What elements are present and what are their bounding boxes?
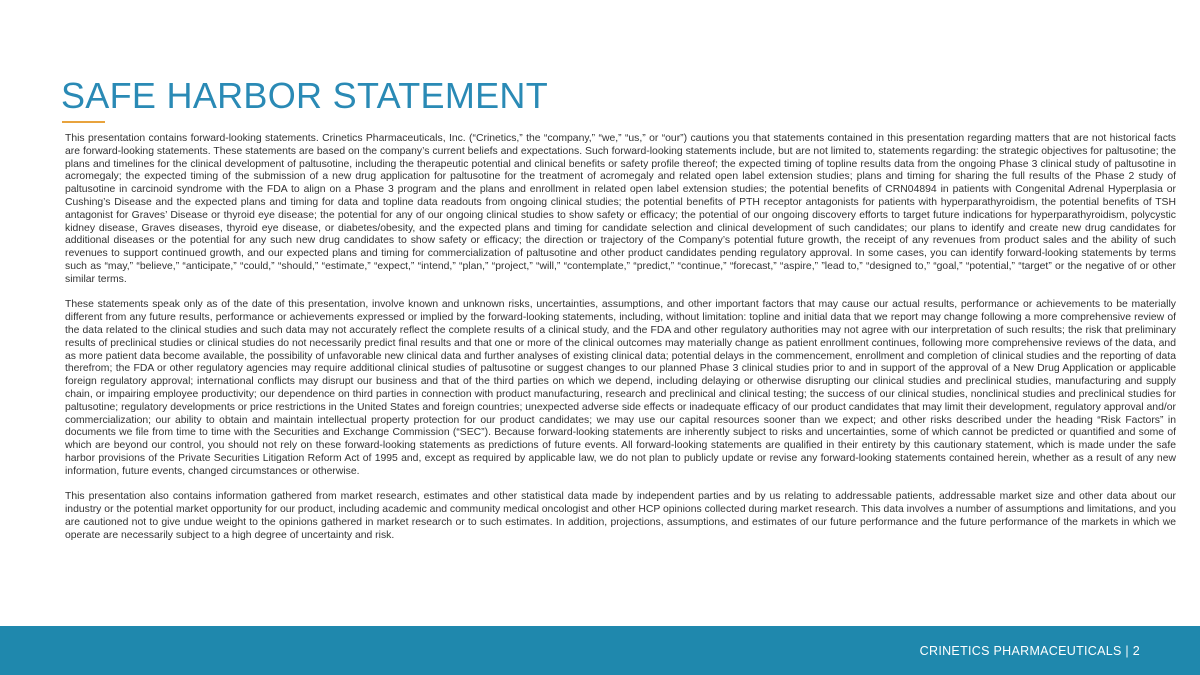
paragraph-risks: These statements speak only as of the date of this presentation, involve known and unknown risks, uncertainties, assumptions, and other important factors that may cause our actual results, performance or achievements to be materially different from any future results, performance or achievements expressed or implied by the forward-looking statements, including, without limitation: topline and initial data that we report may change following a more comprehensive review of the data related to the clinical studies and such data may not accurately reflect the complete results of a clinical study, and the FDA and other regulatory authorities may not agree with our interpretation of such results; the risk that preliminary results of preclinical studies or clinical studies do not necessarily predict final results and that one or more of the clinical outcomes may materially change as patient enrollment continues, following more comprehensive reviews of the data, and as more patient data become available, the possibility of unfavorable new clinical data and further analyses of existing clinical data; potential delays in the commencement, enrollment and completion of clinical studies and the reporting of data therefrom; the FDA or other regulatory agencies may require additional clinical studies of paltusotine or suggest changes to our planned Phase 3 clinical studies prior to and in support of the approval of a New Drug Application or applicable foreign regulatory approval; international conflicts may disrupt our business and that of the third parties on which we depend, including delaying or otherwise disrupting our clinical studies and preclinical studies, manufacturing and supply chain, or impairing employee productivity; our dependence on third parties in connection with product manufacturing, research and preclinical and clinical testing; the success of our clinical studies, nonclinical studies and preclinical studies for paltusotine; regulatory developments or price restrictions in the United States and foreign countries; unexpected adverse side effects or inadequate efficacy of our product candidates that may limit their development, regulatory approval and/or commercialization; our ability to obtain and maintain intellectual property protection for our product candidates; we may use our capital resources sooner than we expect; and other risks described under the heading “Risk Factors” in documents we file from time to time with the Securities and Exchange Commission (“SEC”). Because forward-looking statements are inherently subject to risks and uncertainties, some of which cannot be predicted or quantified and some of which are beyond our control, you should not rely on these forward-looking statements as predictions of future events. All forward-looking statements are qualified in their entirety by this cautionary statement, which is made under the safe harbor provisions of the Private Securities Litigation Reform Act of 1995 and, except as required by applicable law, we do not plan to publicly update or revise any forward-looking statements contained herein, whether as a result of any new information, future events, changed circumstances or otherwise. bbox=[65, 299, 1176, 477]
footer-company-page: CRINETICS PHARMACEUTICALS | 2 bbox=[919, 644, 1140, 658]
title-accent-rule bbox=[62, 121, 105, 123]
paragraph-market-research: This presentation also contains information gathered from market research, estimates and other statistical data made by independent parties and by us relating to addressable patients, addressable market size and other data about our industry or the potential market opportunity for our product, including academic and community medical oncologist and other HCP opinions collected during market research. This data involves a number of assumptions and limitations, and you are cautioned not to give undue weight to the opinions gathered in market research or to such estimates. In addition, projections, assumptions, and estimates of our future performance and the future performance of the markets in which we operate are necessarily subject to a high degree of uncertainty and risk. bbox=[65, 491, 1176, 541]
slide-title: SAFE HARBOR STATEMENT bbox=[61, 75, 549, 116]
paragraph-forward-looking: This presentation contains forward-looking statements. Crinetics Pharmaceuticals, Inc. (“Crinetics,” the “company,” “we,” “us,” or “our”) cautions you that statements contained in this presentation regarding matters that are not historical facts are forward-looking statements. These statements are based on the company’s current beliefs and expectations. Such forward-looking statements include, but are not limited to, statements regarding: the strategic objectives for paltusotine; the plans and timelines for the clinical development of paltusotine, including the therapeutic potential and clinical benefits or safety profile thereof; the expected timing of topline results data from the ongoing Phase 3 clinical study of paltusotine in acromegaly; the expected timing of the submission of a new drug application for paltusotine for the treatment of acromegaly and related open label extension studies; plans and timing for sharing the full results of the Phase 2 study of paltusotine in carcinoid syndrome with the FDA to align on a Phase 3 program and the plans and enrollment in related open label extension studies; the potential benefits of CRN04894 in patients with Congenital Adrenal Hyperplasia or Cushing’s Disease and the expected plans and timing for data and topline data readouts from ongoing clinical studies; the potential benefits of PTH receptor antagonists for patients with hyperparathyroidism, the potential benefits of TSH antagonist for Graves’ Disease or thyroid eye disease; the potential for any of our ongoing clinical studies to show safety or efficacy; the potential of our ongoing discovery efforts to target future indications for hyperparathyroidism, polycystic kidney disease, Graves diseases, thyroid eye disease, or diabetes/obesity, and the expected plans and timing for candidate selection and clinical development of such candidates; our plans to identify and create new drug candidates for additional diseases or the potential for any such new drug candidates to show safety or efficacy; the direction or trajectory of the Company’s potential future growth, the receipt of any revenues from product sales and the ability of such revenues to support continued growth, and our expected plans and timing for commercialization of paltusotine and other product candidates pending regulatory approval. In some cases, you can identify forward-looking statements by terms such as “may,” “believe,” “anticipate,” “could,” “should,” “estimate,” “expect,” “intend,” “plan,” “project,” “will,” “contemplate,” “predict,” “continue,” “forecast,” “aspire,” ”lead to,” “designed to,” “goal,” “potential,” “target” or the negative of or other similar terms. bbox=[65, 133, 1176, 285]
safe-harbor-body bbox=[65, 133, 1176, 543]
